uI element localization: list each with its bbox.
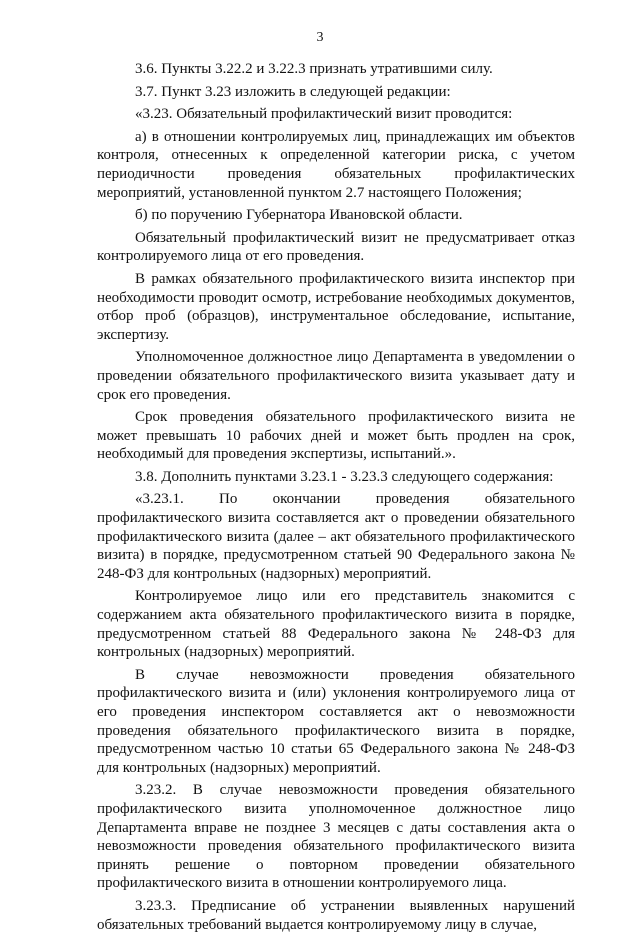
paragraph-inspector-actions: В рамках обязательного профилактического визита инспектор при необходимости проводит осмотр, истребование необходимых документов, отбор проб (образцов), инструментальное обследование, испытание, экспертизу. xyxy=(97,270,575,343)
document-body xyxy=(97,60,575,938)
paragraph-no-refusal: Обязательный профилактический визит не предусматривает отказ контролируемого лица от его проведения. xyxy=(97,229,575,265)
paragraph-duration: Срок проведения обязательного профилактического визита не может превышать 10 рабочих дней и может быть продлен на срок, необходимый для проведения экспертизы, испытаний.». xyxy=(97,409,575,463)
paragraph-item-b: б) по поручению Губернатора Ивановской области. xyxy=(135,207,463,224)
page-number: 3 xyxy=(316,30,324,45)
paragraph-3-23-intro: «3.23. Обязательный профилактический визит проводится: xyxy=(135,106,513,123)
paragraph-3-23-2: 3.23.2. В случае невозможности проведения обязательного профилактического визита уполномоченное должностное лицо Департамента вправе не позднее 3 месяцев с даты составления акта о невозможности проведения обязательного профилактического визита принять решение о повторном проведении обязательного профилактического визита в отношении контролируемого лица. xyxy=(97,782,575,892)
paragraph-3-7: 3.7. Пункт 3.23 изложить в следующей редакции: xyxy=(135,83,451,100)
paragraph-3-23-3: 3.23.3. Предписание об устранении выявленных нарушений обязательных требований выдается контролируемому лицу в случае, xyxy=(97,897,575,933)
paragraph-3-23-1: «3.23.1. По окончании проведения обязательного профилактического визита составляется акт о проведении обязательного профилактического визита (далее – акт обязательного профилактического визита) в порядке, предусмотренном статьей 90 Федерального закона № 248-ФЗ для контрольных (надзорных) мероприятий. xyxy=(97,491,575,582)
paragraph-3-8: 3.8. Дополнить пунктами 3.23.1 - 3.23.3 следующего содержания: xyxy=(135,468,554,485)
paragraph-item-a: а) в отношении контролируемых лиц, принадлежащих им объектов контроля, отнесенных к определенной категории риска, с учетом периодичности проведения обязательных профилактических мероприятий, установленной пунктом 2.7 настоящего Положения; xyxy=(97,128,575,201)
paragraph-act-familiarization: Контролируемое лицо или его представитель знакомится с содержанием акта обязательного профилактического визита в порядке, предусмотренном статьей 88 Федерального закона № 248-ФЗ для контрольных (надзорных) мероприятий. xyxy=(97,588,575,661)
paragraph-3-6: 3.6. Пункты 3.22.2 и 3.22.3 признать утратившими силу. xyxy=(135,61,493,77)
paragraph-impossibility-act: В случае невозможности проведения обязательного профилактического визита и (или) уклонения контролируемого лица от его проведения инспектором составляется акт о невозможности проведения обязательного профилактического визита в порядке, предусмотренном частью 10 статьи 65 Федерального закона № 248-ФЗ для контрольных (надзорных) мероприятий. xyxy=(97,666,575,776)
paragraph-notification: Уполномоченное должностное лицо Департамента в уведомлении о проведении обязательного профилактического визита указывает дату и срок его проведения. xyxy=(97,349,575,403)
